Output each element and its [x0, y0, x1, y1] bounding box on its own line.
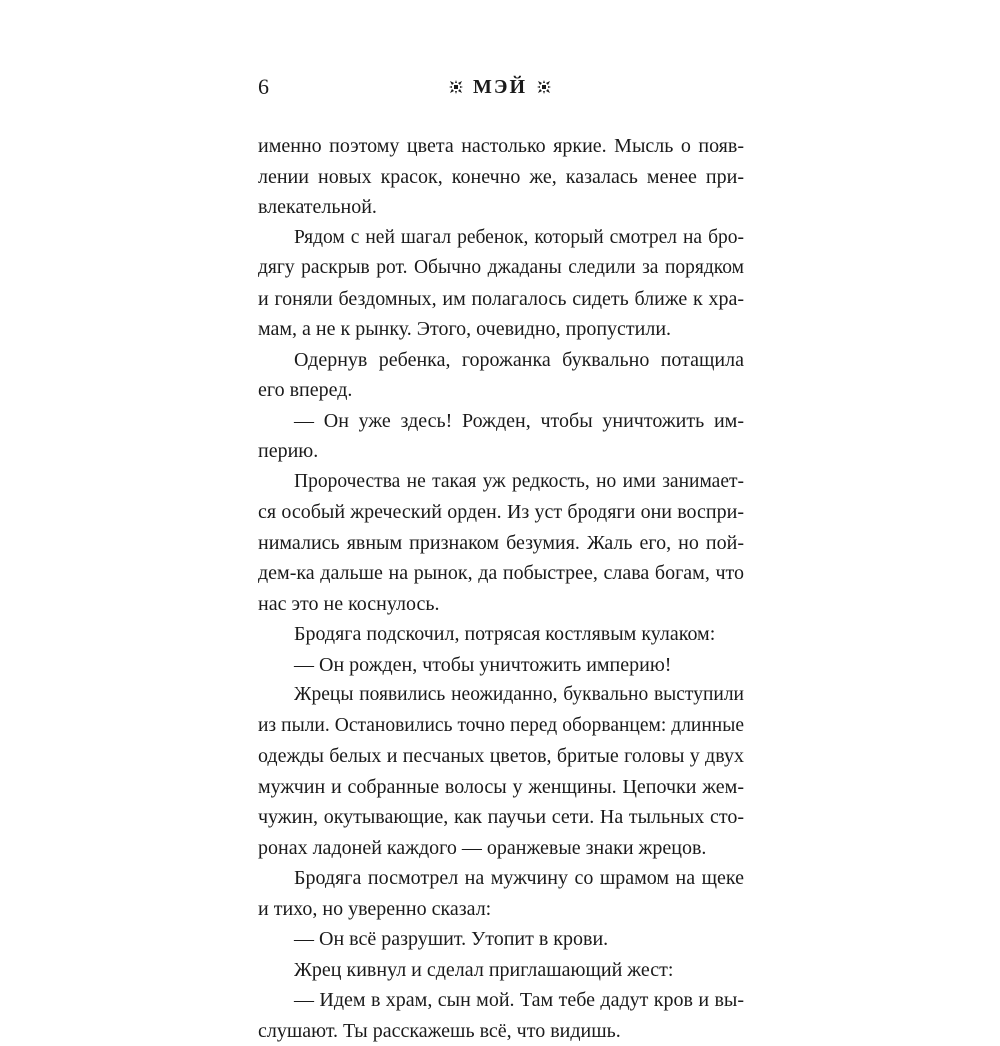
text-line: — Он рожден, чтобы уничтожить империю! [258, 650, 744, 681]
text-line: нимались явным признаком безумия. Жаль его, но пой- [258, 528, 744, 559]
text-line: ся особый жреческий орден. Из уст бродяги они воспри- [258, 497, 744, 528]
text-line: Пророчества не такая уж редкость, но ими занимает- [258, 467, 744, 498]
text-line: ронах ладоней каждого — оранжевые знаки жрецов. [258, 833, 744, 864]
text-line: перию. [258, 436, 744, 467]
text-line: — Он уже здесь! Рожден, чтобы уничтожить им- [258, 406, 744, 437]
text-line: и гоняли бездомных, им полагалось сидеть ближе к хра- [258, 284, 744, 315]
text-line: дягу раскрыв рот. Обычно джаданы следили за порядком [258, 253, 744, 284]
text-line: одежды белых и песчаных цветов, бритые головы у двух [258, 741, 744, 772]
text-line: нас это не коснулось. [258, 589, 744, 620]
text-line: его вперед. [258, 375, 744, 406]
body-text [258, 131, 744, 1046]
text-line: влекательной. [258, 192, 744, 223]
page-number: 6 [258, 72, 269, 102]
text-line: чужин, окутывающие, как паучьи сети. На тыльных сто- [258, 802, 744, 833]
text-line: Бродяга подскочил, потрясая костлявым кулаком: [258, 619, 744, 650]
running-title: МЭЙ [473, 72, 527, 102]
text-line: лении новых красок, конечно же, казалась менее при- [258, 162, 744, 193]
fleuron-icon [449, 80, 463, 94]
text-line: Жрец кивнул и сделал приглашающий жест: [258, 955, 744, 986]
text-line: из пыли. Остановились точно перед оборванцем: длинные [258, 711, 744, 742]
fleuron-icon [537, 80, 551, 94]
running-head [430, 72, 570, 102]
text-line: мам, а не к рынку. Этого, очевидно, пропустили. [258, 314, 744, 345]
text-line: слушают. Ты расскажешь всё, что видишь. [258, 1016, 744, 1046]
text-line: Жрецы появились неожиданно, буквально выступили [258, 680, 744, 711]
text-line: именно поэтому цвета настолько яркие. Мысль о появ- [258, 131, 744, 162]
text-line: мужчин и собранные волосы у женщины. Цепочки жем- [258, 772, 744, 803]
text-line: Бродяга посмотрел на мужчину со шрамом на щеке [258, 863, 744, 894]
text-line: дем-ка дальше на рынок, да побыстрее, слава богам, что [258, 558, 744, 589]
text-line: и тихо, но уверенно сказал: [258, 894, 744, 925]
text-line: — Идем в храм, сын мой. Там тебе дадут кров и вы- [258, 985, 744, 1016]
text-line: — Он всё разрушит. Утопит в крови. [258, 924, 744, 955]
text-line: Рядом с ней шагал ребенок, который смотрел на бро- [258, 223, 744, 254]
text-line: Одернув ребенка, горожанка буквально потащила [258, 345, 744, 376]
